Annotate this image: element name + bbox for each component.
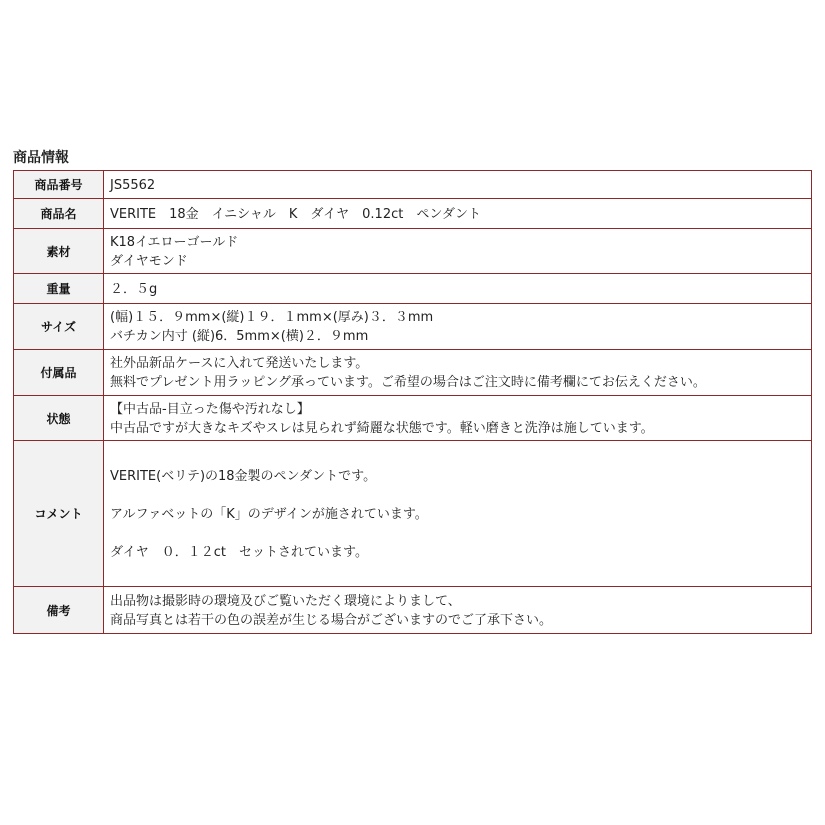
label-comment: コメント (14, 441, 104, 587)
label-condition: 状態 (14, 396, 104, 441)
notes-line-1: 出品物は撮影時の環境及びご覧いただく環境によりまして、 (110, 593, 461, 609)
notes-line-2: 商品写真とは若干の色の誤差が生じる場合がございますのでご了承下さい。 (110, 612, 553, 628)
value-accessories (104, 350, 812, 396)
value-product-number (104, 171, 812, 199)
row-size (14, 304, 812, 350)
comment-spacer (110, 486, 805, 505)
value-notes (104, 587, 812, 634)
row-product-number (14, 171, 812, 199)
value-condition (104, 396, 812, 441)
label-weight: 重量 (14, 274, 104, 304)
row-comment (14, 441, 812, 587)
condition-line-2: 中古品ですが大きなキズやスレは見られず綺麗な状態です。軽い磨きと洗浄は施しています。 (110, 420, 654, 436)
label-notes: 備考 (14, 587, 104, 634)
material-line-1: K18イエローゴールド (110, 234, 239, 250)
row-weight (14, 274, 812, 304)
comment-line-3: ダイヤ ０．１２ct セットされています。 (110, 544, 368, 560)
row-condition (14, 396, 812, 441)
comment-line-2: アルファベットの「K」のデザインが施されています。 (110, 506, 428, 522)
value-material (104, 229, 812, 274)
row-material (14, 229, 812, 274)
condition-line-1: 【中古品-目立った傷や汚れなし】 (110, 401, 310, 417)
label-material: 素材 (14, 229, 104, 274)
label-product-name: 商品名 (14, 199, 104, 229)
value-product-name (104, 199, 812, 229)
row-notes (14, 587, 812, 634)
section-title: 商品情報 (13, 150, 69, 166)
label-size: サイズ (14, 304, 104, 350)
comment-line-1: VERITE(ベリテ)の18金製のペンダントです。 (110, 468, 377, 484)
label-product-number: 商品番号 (14, 171, 104, 199)
row-accessories (14, 350, 812, 396)
row-product-name (14, 199, 812, 229)
size-line-2: バチカン内寸 (縦)6．5mm×(横)２．９mm (110, 329, 369, 344)
product-name-text: VERITE 18金 イニシャル K ダイヤ 0.12ct ペンダント (110, 206, 481, 222)
product-info-table (13, 170, 812, 634)
value-size (104, 304, 812, 350)
accessories-line-2: 無料でプレゼント用ラッピング承っています。ご希望の場合はご注文時に備考欄にてお伝えください。 (110, 375, 706, 390)
value-comment (104, 441, 812, 587)
weight-text: ２．５g (110, 281, 158, 297)
accessories-line-1: 社外品新品ケースに入れて発送いたします。 (110, 356, 369, 371)
product-number-text: JS5562 (110, 177, 156, 193)
material-line-2: ダイヤモンド (110, 253, 188, 269)
size-line-1: (幅)１５．９mm×(縦)１９．１mm×(厚み)３．３mm (110, 310, 434, 325)
comment-spacer (110, 524, 805, 543)
label-accessories: 付属品 (14, 350, 104, 396)
value-weight (104, 274, 812, 304)
